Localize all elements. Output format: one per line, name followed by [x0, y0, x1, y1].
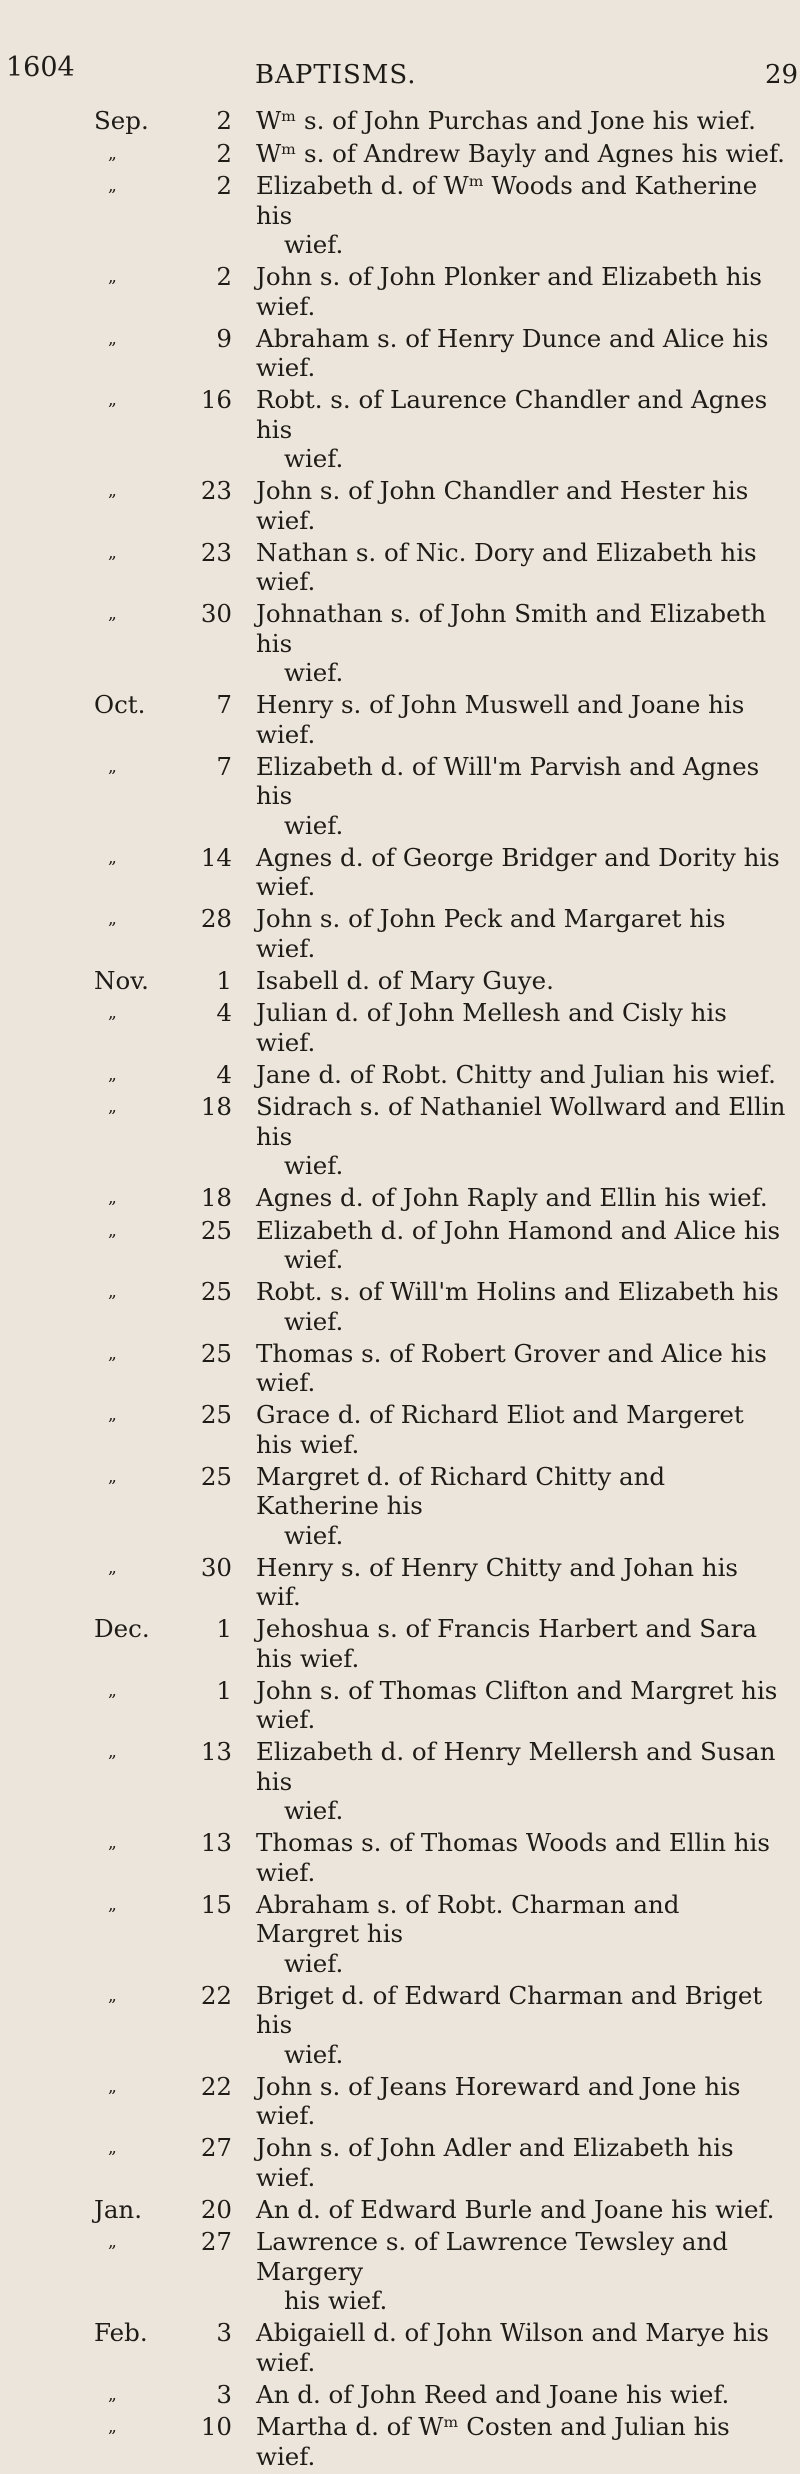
entry-day: 25 — [200, 1338, 232, 1368]
baptism-entry — [0, 599, 800, 688]
baptism-entry — [0, 2227, 800, 2316]
baptism-entry — [0, 1400, 800, 1459]
entry-line: Wᵐ s. of John Purchas and Jone his wief. — [256, 106, 756, 135]
entry-text — [256, 752, 786, 841]
entry-line: Thomas s. of Robert Grover and Alice his wief. — [256, 1338, 767, 1397]
entry-text — [256, 2072, 786, 2131]
entry-text — [256, 171, 786, 260]
entry-day: 4 — [216, 998, 232, 1027]
entry-line: Robt. s. of Will'm Holins and Elizabeth his — [256, 1277, 779, 1306]
entry-line: John s. of Jeans Horeward and Jone his wief. — [256, 2071, 741, 2130]
entry-line: Agnes d. of George Bridger and Dority his wief. — [256, 842, 780, 901]
entry-line: Lawrence s. of Lawrence Tewsley and Margery — [256, 2227, 728, 2286]
entry-text — [256, 690, 786, 749]
entry-line: Robt. s. of Laurence Chandler and Agnes his — [256, 385, 768, 444]
entry-day: 1 — [216, 1614, 232, 1643]
entry-line: John s. of John Peck and Margaret his wief. — [256, 904, 726, 963]
entry-text — [256, 2227, 786, 2316]
entry-month: Sep. — [94, 106, 149, 135]
entry-day: 13 — [200, 1737, 232, 1766]
entry-day: 9 — [216, 323, 232, 353]
baptism-entry — [0, 538, 800, 597]
entry-month: „ — [108, 1064, 117, 1085]
entry-line: Sidrach s. of Nathaniel Wollward and Ellin his — [256, 1092, 786, 1151]
entry-line: Nathan s. of Nic. Dory and Elizabeth his wief. — [256, 537, 757, 596]
baptism-entry — [0, 1828, 800, 1887]
year-label: 1604 — [6, 52, 75, 83]
entry-text — [256, 1737, 786, 1826]
entry-line: John s. of John Adler and Elizabeth his wief. — [256, 2133, 734, 2192]
entry-line: Elizabeth d. of Henry Mellersh and Susan his — [256, 1737, 776, 1796]
baptism-entry — [0, 139, 800, 169]
entry-day: 23 — [200, 476, 232, 505]
entry-text — [256, 1216, 786, 1275]
entry-line: Margret d. of Richard Chitty and Katherine his — [256, 1461, 666, 1520]
entry-line: Grace d. of Richard Eliot and Margeret his wief. — [256, 1400, 744, 1459]
entry-text — [256, 385, 786, 474]
entry-line: Elizabeth d. of Will'm Parvish and Agnes his — [256, 751, 760, 810]
baptism-entry — [0, 1092, 800, 1181]
baptism-entry — [0, 1981, 800, 2070]
entry-line: Elizabeth d. of Wᵐ Woods and Katherine his — [256, 171, 758, 230]
entry-day: 1 — [216, 1675, 232, 1705]
entry-line: Wᵐ s. of Andrew Bayly and Agnes his wief. — [256, 138, 785, 168]
baptism-entry — [0, 1277, 800, 1336]
baptism-entry — [0, 1339, 800, 1398]
entry-month: „ — [108, 481, 117, 501]
entry-text — [256, 1092, 786, 1181]
entry-line: Jehoshua s. of Francis Harbert and Sara his wief. — [256, 1614, 757, 1673]
entry-day: 20 — [200, 2194, 232, 2224]
entry-day: 28 — [200, 904, 232, 933]
entry-month: „ — [108, 1188, 117, 1208]
entry-day: 25 — [200, 1277, 232, 1306]
entry-line-continued: wief. — [284, 1520, 344, 1550]
baptism-entry — [0, 2072, 800, 2131]
baptism-entry — [0, 262, 800, 321]
baptism-entry — [0, 1676, 800, 1735]
entry-line: Abraham s. of Robt. Charman and Margret his — [256, 1889, 680, 1948]
entry-line-continued: wief. — [284, 2039, 344, 2069]
entry-day: 3 — [216, 2318, 232, 2347]
baptism-entry — [0, 385, 800, 474]
entry-day: 13 — [200, 1828, 232, 1857]
entry-day: 27 — [200, 2227, 232, 2256]
entry-text — [256, 139, 786, 169]
baptism-entry — [0, 1183, 800, 1213]
entry-text — [256, 2380, 786, 2410]
entry-line: Martha d. of Wᵐ Costen and Julian his wief. — [256, 2412, 730, 2471]
entry-text — [256, 599, 786, 688]
entry-day: 30 — [200, 1552, 232, 1582]
entry-day: 15 — [200, 1889, 232, 1919]
entry-month: Feb. — [94, 2318, 148, 2347]
entry-line: Briget d. of Edward Charman and Briget his — [256, 1980, 763, 2039]
baptism-entry — [0, 1462, 800, 1551]
entry-text — [256, 966, 786, 996]
entry-day: 14 — [200, 842, 232, 872]
entry-line: An d. of Edward Burle and Joane his wief. — [256, 2194, 775, 2224]
entry-month: „ — [108, 1833, 117, 1853]
entry-text — [256, 476, 786, 535]
entry-line-continued: wief. — [284, 1796, 344, 1825]
entry-day: 25 — [200, 1400, 232, 1429]
entry-text — [256, 324, 786, 383]
entry-month: „ — [108, 2232, 117, 2252]
entry-day: 25 — [200, 1461, 232, 1491]
entry-text — [256, 538, 786, 597]
entry-text — [256, 1462, 786, 1551]
entry-day: 16 — [200, 385, 232, 414]
entry-month: Dec. — [94, 1614, 150, 1643]
entry-day: 22 — [200, 1980, 232, 2010]
entry-text — [256, 1614, 786, 1673]
entry-line-continued: wief. — [284, 1948, 344, 1978]
entry-day: 27 — [200, 2133, 232, 2162]
entry-month: „ — [108, 756, 117, 777]
entry-month: „ — [108, 1220, 117, 1241]
entry-line: Henry s. of Henry Chitty and Johan his wif. — [256, 1552, 738, 1611]
entry-text — [256, 262, 786, 321]
entry-line-continued: wief. — [284, 658, 344, 687]
entry-day: 2 — [216, 171, 232, 200]
entry-line: An d. of John Reed and Joane his wief. — [256, 2379, 730, 2409]
entry-line: Johnathan s. of John Smith and Elizabeth his — [256, 599, 767, 658]
entry-text — [256, 1553, 786, 1612]
baptism-entry — [0, 1553, 800, 1612]
entry-line: John s. of Thomas Clifton and Margret his wief. — [256, 1675, 778, 1734]
entry-day: 2 — [216, 262, 232, 291]
entry-month: „ — [108, 143, 117, 164]
entry-text — [256, 2318, 786, 2377]
entry-month: „ — [108, 1405, 117, 1425]
baptism-entry — [0, 966, 800, 996]
entry-line: Agnes d. of John Raply and Ellin his wief. — [256, 1183, 768, 1212]
entry-text — [256, 1676, 786, 1735]
baptism-entry — [0, 904, 800, 963]
entry-day: 7 — [216, 690, 232, 719]
entry-month: „ — [108, 1894, 117, 1915]
entry-month: „ — [108, 909, 117, 929]
entry-month: Nov. — [94, 965, 149, 995]
entry-line-continued: wief. — [284, 230, 344, 259]
entry-month: „ — [108, 1282, 117, 1302]
entry-day: 1 — [216, 965, 232, 995]
entry-line-continued: wief. — [284, 444, 344, 473]
entry-month: „ — [108, 390, 117, 410]
entry-text — [256, 843, 786, 902]
entry-day: 4 — [216, 1059, 232, 1089]
entry-day: 10 — [200, 2412, 232, 2441]
baptism-entry — [0, 1060, 800, 1090]
entry-text — [256, 1981, 786, 2070]
entry-day: 25 — [200, 1215, 232, 1245]
baptism-entry — [0, 843, 800, 902]
entry-text — [256, 2195, 786, 2225]
entry-day: 2 — [216, 106, 232, 135]
baptism-entry — [0, 1890, 800, 1979]
baptism-entry — [0, 1737, 800, 1826]
entry-line: Isabell d. of Mary Guye. — [256, 965, 554, 995]
entry-month: „ — [108, 328, 117, 349]
entry-month: „ — [108, 2384, 117, 2405]
entry-text — [256, 1890, 786, 1979]
entry-month: „ — [108, 1742, 117, 1762]
entry-text — [256, 2412, 786, 2471]
entry-line: Julian d. of John Mellesh and Cisly his wief. — [256, 998, 727, 1057]
entry-text — [256, 1183, 786, 1213]
entry-month: „ — [108, 1680, 117, 1701]
entry-line-continued: wief. — [284, 1151, 344, 1180]
baptism-entry — [0, 2412, 800, 2471]
entry-month: „ — [108, 267, 117, 287]
entry-day: 18 — [200, 1092, 232, 1121]
entry-month: „ — [108, 2138, 117, 2158]
baptism-entry — [0, 1216, 800, 1275]
entry-month: „ — [108, 1343, 117, 1364]
baptism-entry — [0, 324, 800, 383]
entry-text — [256, 1400, 786, 1459]
baptism-entry — [0, 2380, 800, 2410]
baptism-entry — [0, 690, 800, 749]
baptism-entry — [0, 476, 800, 535]
entry-month: „ — [108, 176, 117, 196]
baptism-entry — [0, 2318, 800, 2377]
entry-day: 2 — [216, 138, 232, 168]
baptism-entry — [0, 752, 800, 841]
entry-day: 30 — [200, 599, 232, 628]
baptism-entry — [0, 998, 800, 1057]
entry-month: „ — [108, 604, 117, 624]
entry-line-continued: wief. — [284, 1245, 344, 1274]
entry-month: Jan. — [94, 2194, 142, 2224]
page-number: 29 — [765, 60, 799, 90]
baptism-entries — [0, 106, 800, 2474]
entry-month: „ — [108, 1557, 117, 1578]
entry-line: Abraham s. of Henry Dunce and Alice his wief. — [256, 323, 769, 382]
page-title: BAPTISMS. — [255, 60, 417, 90]
entry-month: „ — [108, 542, 117, 563]
entry-month: „ — [108, 1985, 117, 2006]
entry-day: 22 — [200, 2071, 232, 2101]
entry-day: 7 — [216, 751, 232, 781]
entry-text — [256, 2133, 786, 2192]
entry-text — [256, 904, 786, 963]
baptism-entry — [0, 2133, 800, 2192]
entry-month: „ — [108, 2076, 117, 2097]
entry-line-continued: wief. — [284, 810, 344, 840]
entry-month: „ — [108, 847, 117, 868]
entry-line-continued: his wief. — [284, 2286, 388, 2315]
entry-month: Oct. — [94, 690, 146, 719]
entry-line-continued: wief. — [284, 1306, 344, 1336]
baptism-entry — [0, 106, 800, 136]
entry-day: 23 — [200, 537, 232, 567]
entry-line: Henry s. of John Muswell and Joane his wief. — [256, 690, 745, 749]
entry-month: „ — [108, 1466, 117, 1487]
entry-line: John s. of John Plonker and Elizabeth his wief. — [256, 262, 762, 321]
baptism-entry — [0, 171, 800, 260]
entry-month: „ — [108, 1097, 117, 1117]
entry-text — [256, 998, 786, 1057]
entry-day: 3 — [216, 2379, 232, 2409]
entry-month: „ — [108, 2417, 117, 2437]
entry-day: 18 — [200, 1183, 232, 1212]
entry-text — [256, 106, 786, 136]
baptism-entry — [0, 2195, 800, 2225]
entry-line: Thomas s. of Thomas Woods and Ellin his wief. — [256, 1828, 770, 1887]
entry-line: Elizabeth d. of John Hamond and Alice his — [256, 1215, 781, 1245]
entry-line: Jane d. of Robt. Chitty and Julian his wief. — [256, 1059, 776, 1089]
entry-text — [256, 1060, 786, 1090]
entry-line: Abigaiell d. of John Wilson and Marye his wief. — [256, 2318, 769, 2377]
entry-text — [256, 1277, 786, 1336]
entry-month: „ — [108, 1003, 117, 1023]
entry-text — [256, 1828, 786, 1887]
entry-text — [256, 1339, 786, 1398]
baptism-entry — [0, 1614, 800, 1673]
entry-line: John s. of John Chandler and Hester his wief. — [256, 476, 749, 535]
